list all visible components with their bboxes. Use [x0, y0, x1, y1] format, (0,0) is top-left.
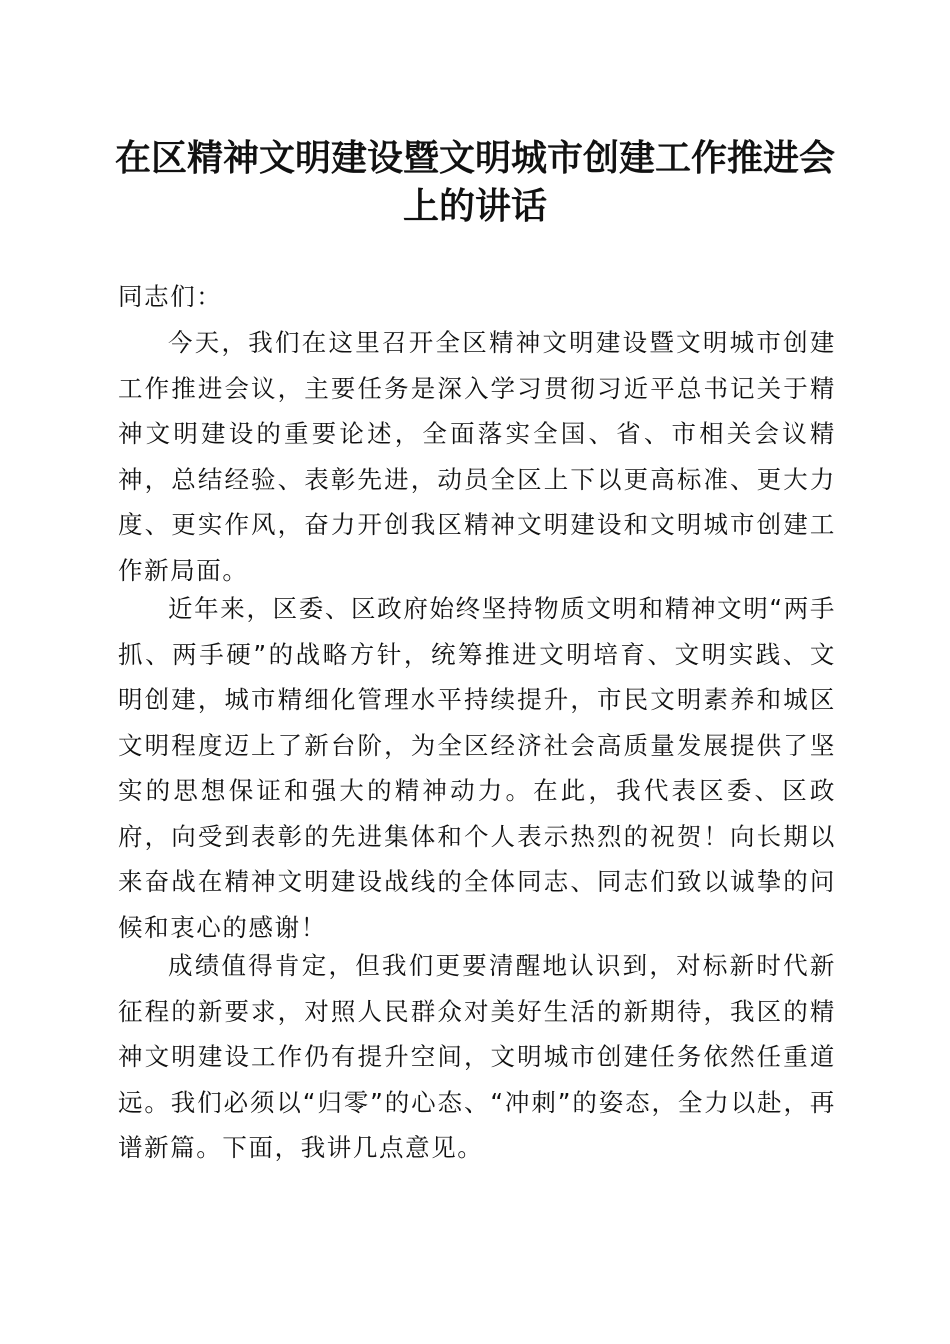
document-title-line-2: 上的讲话: [402, 185, 547, 227]
salutation: 同志们：: [118, 282, 223, 311]
paragraph-3: 成绩值得肯定，但我们更要清醒地认识到，对标新时代新征程的新要求，对照人民群众对美好生活的新期待，我区的精神文明建设工作仍有提升空间，文明城市创建任务依然任重道远。我们必须以“归零”的心态、“冲刺”的姿态，全力以赴，再谱新篇。下面，我讲几点意见。: [118, 951, 836, 1162]
document-title-line-1: 在区精神文明建设暨文明城市创建工作推进会: [114, 137, 835, 179]
paragraph-2: 近年来，区委、区政府始终坚持物质文明和精神文明“两手抓、两手硬”的战略方针，统筹推进文明培育、文明实践、文明创建，城市精细化管理水平持续提升，市民文明素养和城区文明程度迈上了新台阶，为全区经济社会高质量发展提供了坚实的思想保证和强大的精神动力。在此，我代表区委、区政府，向受到表彰的先进集体和个人表示热烈的祝贺！向长期以来奋战在精神文明建设战线的全体同志、同志们致以诚挚的问候和衷心的感谢！: [118, 594, 836, 942]
paragraph-1: 今天，我们在这里召开全区精神文明建设暨文明城市创建工作推进会议，主要任务是深入学习贯彻习近平总书记关于精神文明建设的重要论述，全面落实全国、省、市相关会议精神，总结经验、表彰先进，动员全区上下以更高标准、更大力度、更实作风，奋力开创我区精神文明建设和文明城市创建工作新局面。: [118, 328, 836, 585]
